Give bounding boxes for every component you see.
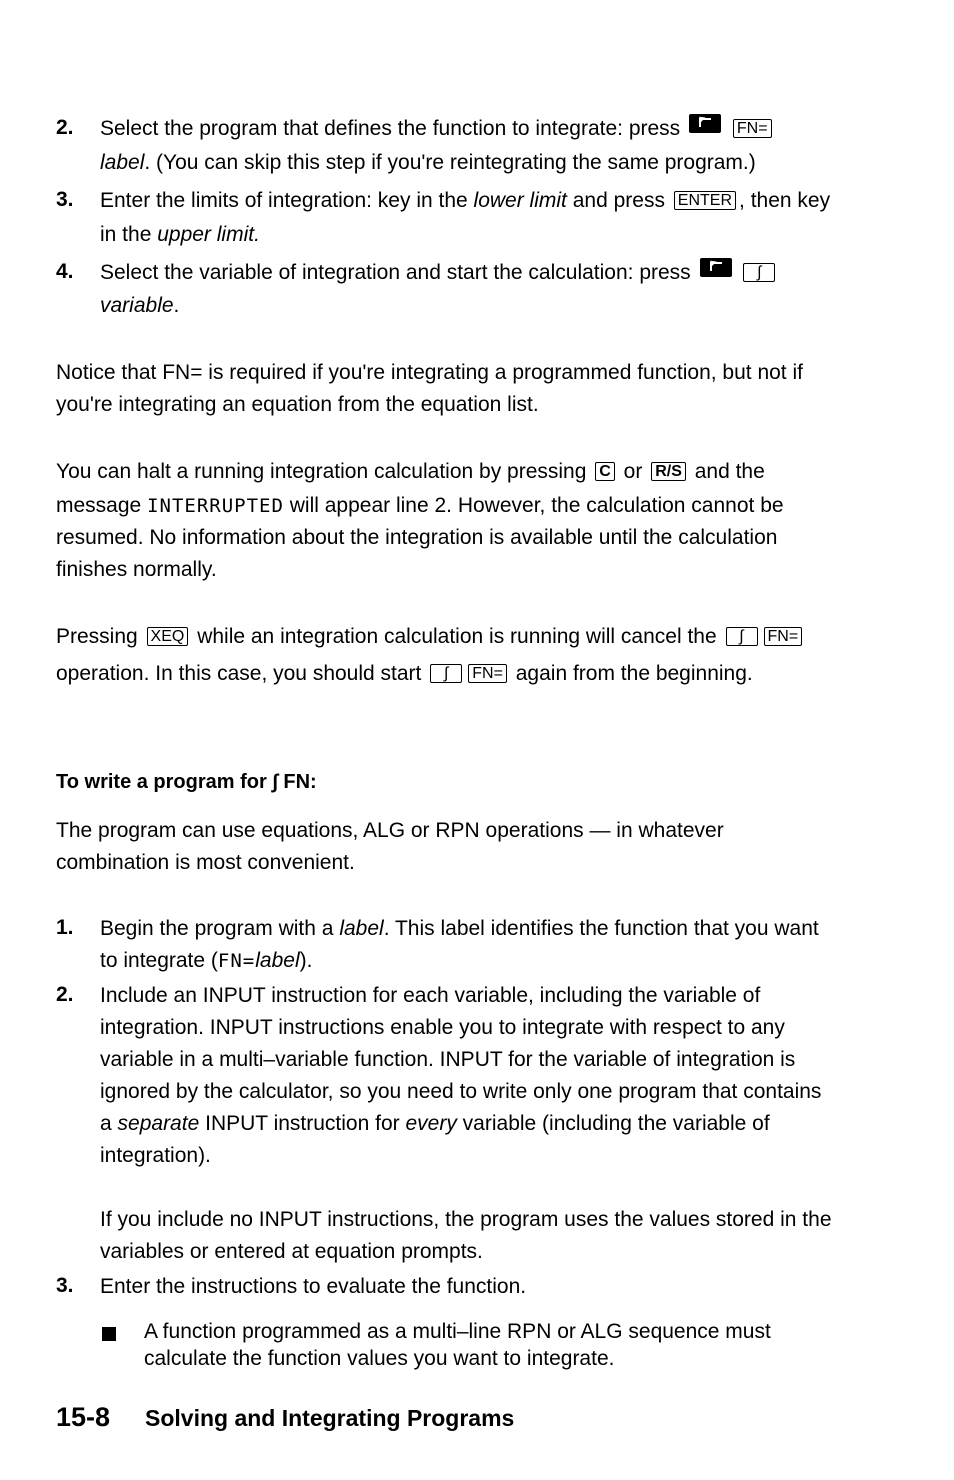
- b-step-2-line-1: Include an INPUT instruction for each variable, including the variable of: [100, 984, 761, 1007]
- xeq-line-2: [56, 658, 753, 690]
- b-step-2-line-5: [100, 1108, 770, 1140]
- integral-key: ∫: [430, 664, 462, 683]
- step-2-line-2: [100, 147, 756, 179]
- halt-text: message: [56, 494, 142, 517]
- step-text: Select the program that defines the function to integrate: press: [100, 117, 681, 140]
- b-step-2-note-line-2: variables or entered at equation prompts.: [100, 1240, 483, 1263]
- left-shift-key-icon: [700, 258, 732, 277]
- or-text: or: [623, 460, 643, 483]
- step-text: . (You can skip this step if you're reintegrating the same program.): [144, 151, 756, 174]
- fn-display-text: FN=: [217, 950, 256, 972]
- label-italic: label: [339, 917, 384, 940]
- b-step-2-line-6: integration).: [100, 1144, 211, 1167]
- step-text: . This label identifies the function that you want: [383, 917, 819, 940]
- step-2-line-1: [100, 113, 775, 145]
- step-text: in the: [100, 223, 152, 246]
- b-step-2-line-3: variable in a multi–variable function. INPUT for the variable of integration is: [100, 1048, 796, 1071]
- upper-limit-italic: upper limit: [157, 223, 255, 246]
- step-text: Select the variable of integration and start the calculation: press: [100, 261, 691, 284]
- step-3-line-1: [100, 185, 830, 217]
- halt-text: will appear line 2. However, the calculation cannot be: [289, 494, 784, 517]
- section-heading: To write a program for ∫ FN:: [56, 771, 317, 793]
- step-text: ).: [299, 949, 313, 972]
- step-text: Enter the limits of integration: key in the: [100, 189, 468, 212]
- xeq-text: while an integration calculation is running will cancel the: [197, 625, 717, 648]
- step-4-line-1: [100, 257, 778, 289]
- b-step-2-line-2: integration. INPUT instructions enable you to integrate with respect to any: [100, 1016, 785, 1039]
- halt-line-2: [56, 490, 784, 522]
- left-shift-key-icon: [689, 114, 721, 133]
- fn-key: FN=: [468, 664, 507, 683]
- xeq-text: operation. In this case, you should start: [56, 662, 422, 685]
- step-text: variable (including the variable of: [462, 1112, 770, 1135]
- separate-italic: separate: [117, 1112, 200, 1135]
- b-step-3-line-1: Enter the instructions to evaluate the function.: [100, 1275, 527, 1298]
- step-number: 2.: [56, 116, 74, 139]
- label-italic: label: [100, 151, 145, 174]
- rs-key: R/S: [651, 462, 686, 481]
- step-number: 1.: [56, 916, 74, 939]
- label-italic: label: [255, 949, 300, 972]
- c-key: C: [595, 462, 615, 481]
- step-4-line-2: [100, 290, 179, 322]
- step-number: 4.: [56, 260, 74, 283]
- period: .: [254, 223, 260, 246]
- step-text: , then key: [739, 189, 831, 212]
- step-3-line-2: [100, 219, 260, 251]
- step-text: INPUT instruction for: [205, 1112, 400, 1135]
- step-number: 2.: [56, 983, 74, 1006]
- xeq-line-1: [56, 621, 805, 653]
- fn-key: FN=: [764, 627, 803, 646]
- integral-key: ∫: [726, 627, 758, 646]
- bullet-text: A function programmed as a multi–line RPN or ALG sequence must calculate the function values you want to integrate.: [144, 1320, 771, 1370]
- halt-text: and the: [694, 460, 765, 483]
- enter-key: ENTER: [674, 191, 736, 210]
- halt-line-1: [56, 456, 765, 488]
- step-text: a: [100, 1112, 112, 1135]
- period: .: [173, 294, 180, 317]
- b-step-2-note-line-1: If you include no INPUT instructions, the program uses the values stored in the: [100, 1208, 832, 1231]
- lower-limit-italic: lower limit: [473, 189, 567, 212]
- chapter-title: Solving and Integrating Programs: [145, 1405, 515, 1431]
- fn-key: FN=: [733, 119, 772, 138]
- b-step-2-line-4: ignored by the calculator, so you need to write only one program that contains: [100, 1080, 822, 1103]
- halt-line-4: finishes normally.: [56, 558, 217, 581]
- variable-italic: variable: [100, 294, 174, 317]
- notice-paragraph: Notice that FN= is required if you're integrating a programmed function, but not if you're integrating an equation from the equation list.: [56, 361, 803, 416]
- xeq-text: Pressing: [56, 625, 138, 648]
- step-number: 3.: [56, 1274, 74, 1297]
- halt-line-3: resumed. No information about the integration is available until the calculation: [56, 526, 778, 549]
- step-text: Begin the program with a: [100, 917, 334, 940]
- b-step-1-line-2: [100, 945, 312, 977]
- step-number: 3.: [56, 188, 74, 211]
- step-text: and press: [572, 189, 665, 212]
- page-number: 15-8: [56, 1402, 111, 1432]
- program-paragraph: The program can use equations, ALG or RPN operations — in whatever combination is most convenient.: [56, 819, 724, 874]
- bullet-square-icon: [102, 1327, 116, 1341]
- integral-key: ∫: [743, 263, 775, 282]
- xeq-key: XEQ: [147, 627, 189, 646]
- interrupted-display-text: INTERRUPTED: [147, 495, 284, 517]
- every-italic: every: [405, 1112, 457, 1135]
- b-step-1-line-1: [100, 913, 819, 945]
- step-text: to integrate (: [100, 949, 218, 972]
- xeq-text: again from the beginning.: [515, 662, 753, 685]
- halt-text: You can halt a running integration calculation by pressing: [56, 460, 587, 483]
